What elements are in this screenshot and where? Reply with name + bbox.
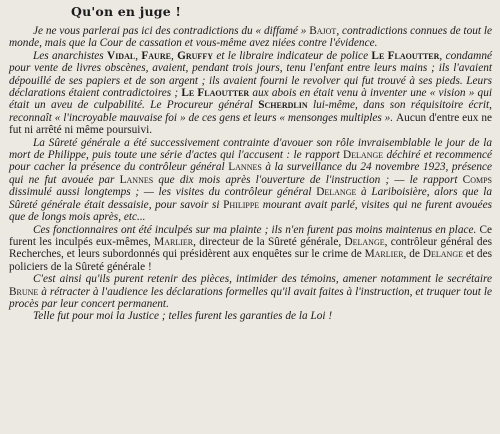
person-name: Lannes: [228, 161, 262, 174]
text: , condamné pour vente de livres obscènes, avaient, pendant trois jours, tenu l'enfant entre leurs mains ; ils l'avaient dépouillé de ses papiers et de son argent ; ils avaient fourni le revolver qui fut trouvé à ses pieds. Leurs déclarations étaient contradictoires ;: [9, 49, 493, 100]
text: Telle fut pour moi la Justice ; telles furent les garanties de la Loi !: [33, 310, 333, 323]
person-name: Philippe: [223, 198, 260, 211]
paragraph-1: [9, 25, 492, 50]
person-name: Vidal: [107, 49, 136, 62]
text: à la surveillance du 24 novembre 1923, présence qui ne fut avouée par: [9, 161, 492, 186]
text: lui-même, dans son réquisitoire écrit, reconnaît « l'incroyable mauvaise foi » de ces gens et leurs « mensonges multiples ».: [9, 99, 492, 124]
paragraph-2: [9, 50, 492, 137]
person-name: Lannes: [119, 173, 154, 186]
text: ,: [170, 49, 178, 62]
article-body: [9, 25, 492, 323]
text: à Lariboisière, alors que la Sûreté générale était dessaisie, pour savoir si: [9, 186, 492, 211]
text: , directeur de la Sûreté générale,: [193, 235, 345, 248]
text: , de: [403, 248, 423, 261]
person-name: Delange: [343, 149, 384, 162]
text: Les anarchistes: [33, 49, 108, 62]
text: et des policiers de la Sûreté générale !: [9, 248, 492, 273]
text: mourant avait parlé, visites qui ne furent avouées que de longs mois après, etc...: [9, 198, 492, 224]
text: La Sûreté générale a été successivement contrainte d'avouer son rôle invraisemblable le jour de la mort de Philippe, puis toute une série d'actes qui l'accusent : le rapport: [9, 136, 492, 162]
person-name: Delange: [316, 186, 357, 199]
text: et le libraire indicateur de police: [213, 49, 372, 62]
text: dissimulé aussi longtemps ; — les visites du contrôleur général: [9, 186, 317, 199]
text: Je ne vous parlerai pas ici des contradictions du « diffamé »: [33, 25, 310, 37]
text: , contrôleur général des Recherches, et leurs subordonnés qui présidèrent aux enquêtes sur le crime de: [9, 235, 492, 261]
person-name: Delange: [422, 248, 463, 261]
text: aux abois en était venu à inventer une « vision » qui était un aveu de culpabilité. Le Procureur général: [9, 87, 492, 112]
text: déchiré et recommencé pour cacher la présence du contrôleur général: [9, 149, 492, 174]
text: Ces fonctionnaires ont été inculpés sur ma plainte ; ils n'en furent pas moins maintenus en place.: [33, 223, 480, 236]
person-name: Delange: [344, 235, 385, 248]
text: C'est ainsi qu'ils purent retenir des pièces, intimider des témoins, amener notamment le secrétaire: [33, 273, 492, 286]
section-title: Qu'on en juge !: [71, 4, 182, 19]
text: , contradictions connues de tout le monde, mais que la Cour de cassation et vous-même avez niées contre l'évidence.: [9, 25, 492, 50]
person-name: Marlier: [364, 248, 404, 261]
person-name: Le Flaoutter: [181, 87, 250, 100]
text: que dix mois après l'ouverture de l'instruction ; — le rapport: [153, 173, 463, 186]
text: Aucun d'entre eux ne fut ni arrêté ni même poursuivi.: [9, 111, 492, 137]
person-name: Le Flaoutter: [371, 49, 440, 62]
text: ,: [135, 49, 142, 62]
paragraph-4: [9, 224, 492, 274]
paragraph-6: [9, 310, 492, 322]
paragraph-5: [9, 273, 492, 310]
person-name: Bajot: [309, 25, 337, 37]
person-name: Comps: [462, 173, 492, 186]
person-name: Gruffy: [177, 49, 213, 62]
person-name: Brune: [9, 285, 39, 298]
text: Ce furent les inculpés eux-mêmes,: [9, 223, 492, 248]
person-name: Faure: [141, 49, 171, 62]
person-name: Scherdlin: [258, 99, 308, 112]
person-name: Marlier: [154, 235, 194, 248]
paragraph-3: [9, 137, 492, 224]
text: à rétracter à l'audience les déclarations formelles qu'il avait faites à l'instruction, et truquer tout le procès par leur concert permanent.: [9, 285, 492, 310]
